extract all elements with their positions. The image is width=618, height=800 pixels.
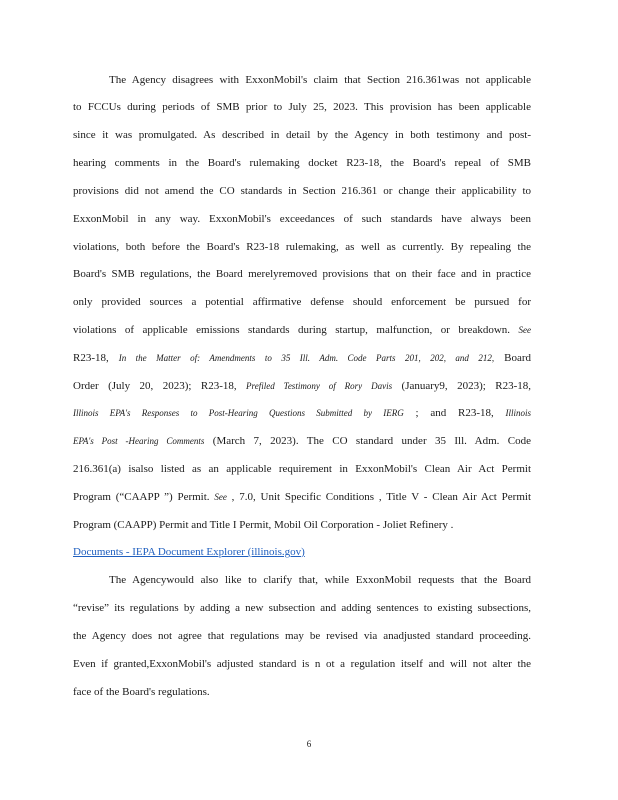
citation-line: [73, 406, 531, 420]
comments-title: EPA's Post -Hearing Comments: [73, 436, 205, 446]
paragraph-2-line: Even if granted,ExxonMobil's adjusted standard is n ot a regulation itself and will not alter the: [73, 658, 531, 670]
line-text: violations of applicable emissions standards during startup, malfunction, or breakdown.: [73, 324, 511, 336]
line-text: Order (July 20, 2023); R23-18,: [73, 380, 237, 392]
page-number: 6: [306, 739, 312, 749]
see-signal: See: [214, 492, 227, 502]
responses-title: Illinois EPA's Responses to Post-Hearing Questions Submitted by IERG: [73, 408, 404, 418]
paragraph-1-line: only provided sources a potential affirmative defense should enforcement be pursued for: [73, 296, 531, 308]
line-text: Program (“CAAPP ”) Permit.: [73, 491, 210, 503]
body-line: Program (CAAPP) Permit and Title I Permit, Mobil Oil Corporation - Joliet Refinery .: [73, 519, 454, 531]
paragraph-2-line: The Agencywould also like to clarify that, while ExxonMobil requests that the Board: [109, 574, 531, 586]
see-signal: See: [518, 325, 531, 335]
paragraph-1-line: violations, both before the Board's R23-18 rulemaking, as well as currently. By repealing the: [73, 241, 531, 253]
line-text: ; and R23-18,: [415, 407, 494, 419]
line-text: (March 7, 2023). The CO standard under 35 Ill. Adm. Code: [212, 435, 532, 447]
body-line: 216.361(a) isalso listed as an applicable requirement in ExxonMobil's Clean Air Act Permit: [73, 463, 531, 475]
paragraph-1-line: [73, 323, 531, 337]
paragraph-1-line: Board's SMB regulations, the Board merelyremoved provisions that on their face and in practice: [73, 268, 531, 280]
paragraph-1-line: since it was promulgated. As described in detail by the Agency in both testimony and post-: [73, 129, 531, 141]
line-text: R23-18,: [73, 352, 109, 364]
citation-line: [73, 434, 531, 448]
citation-line: [73, 379, 531, 393]
paragraph-1-line: to FCCUs during periods of SMB prior to July 25, 2023. This provision has been applicable: [73, 101, 531, 113]
citation-line: [73, 351, 531, 365]
case-title: In the Matter of: Amendments to 35 Ill. Adm. Code Parts 201, 202, and 212,: [118, 353, 495, 363]
document-link[interactable]: [73, 545, 305, 559]
paragraph-1-line: The Agency disagrees with ExxonMobil's claim that Section 216.361was not applicable: [109, 74, 531, 86]
testimony-title: Prefiled Testimony of Rory Davis: [246, 381, 393, 391]
paragraph-2-line: the Agency does not agree that regulations may be revised via anadjusted standard proceeding.: [73, 630, 531, 642]
line-text: Board: [504, 352, 531, 364]
line-text: (January9, 2023); R23-18,: [401, 380, 532, 392]
paragraph-2-line: face of the Board's regulations.: [73, 686, 210, 698]
iepa-explorer-link[interactable]: Documents - IEPA Document Explorer (illinois.gov): [73, 546, 305, 558]
paragraph-2-line: “revise” its regulations by adding a new subsection and adding sentences to existing subsections,: [73, 602, 531, 614]
paragraph-1-line: ExxonMobil in any way. ExxonMobil's exceedances of such standards have always been: [73, 213, 531, 225]
paragraph-1-line: provisions did not amend the CO standards in Section 216.361 or change their applicability to: [73, 185, 531, 197]
comments-title-start: Illinois: [505, 408, 532, 418]
line-text: , 7.0, Unit Specific Conditions , Title V - Clean Air Act Permit: [231, 491, 531, 503]
paragraph-1-line: hearing comments in the Board's rulemaking docket R23-18, the Board's repeal of SMB: [73, 157, 531, 169]
body-line: [73, 490, 531, 504]
